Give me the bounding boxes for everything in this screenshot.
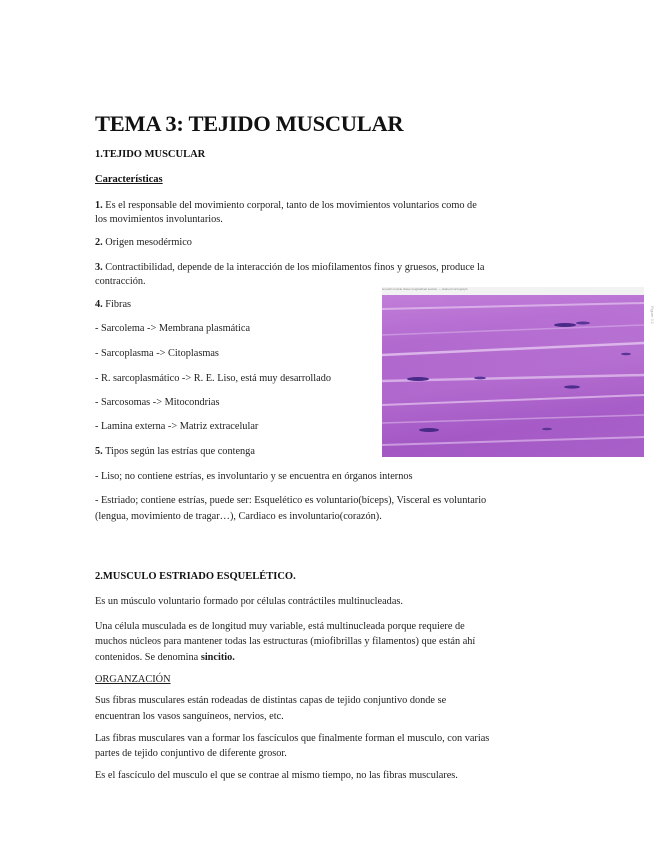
item3-number: 3. bbox=[95, 262, 103, 273]
section2-p2-line1: Una célula musculada es de longitud muy variable, está multinucleada porque requiere de bbox=[95, 621, 465, 632]
section2-p3-line1: Sus fibras musculares están rodeadas de distintas capas de tejido conjuntivo donde se bbox=[95, 695, 447, 706]
tipo-liso: - Liso; no contiene estrías, es involuntario y se encuentra en órganos internos bbox=[95, 471, 413, 482]
section2-p4-line2: partes de tejido conjuntivo de diferente grosor. bbox=[95, 748, 287, 759]
item4-number: 4. bbox=[95, 299, 103, 310]
section2-p4-line1: Las fibras musculares van a formar los fascículos que finalmente forman el musculo, con varias bbox=[95, 733, 490, 744]
section2-p1: Es un músculo voluntario formado por células contráctiles multinucleadas. bbox=[95, 596, 403, 607]
item3-text: Contractibilidad, depende de la interacción de los miofilamentos finos y gruesos, produce la bbox=[102, 262, 485, 273]
item2 bbox=[95, 236, 192, 249]
item1-line1 bbox=[95, 199, 477, 212]
caracteristicas-heading: Características bbox=[95, 174, 163, 185]
micrograph-caption: smooth muscle tissue longitudinal section — stained micrograph bbox=[382, 287, 468, 291]
item1-text: Es el responsable del movimiento corporal, tanto de los movimientos voluntarios como de bbox=[102, 200, 477, 211]
tipo-estriado-line1: - Estriado; contiene estrías, puede ser: Esquelético es voluntario(bíceps), Visceral es voluntario bbox=[95, 495, 487, 506]
item3-line2: contracción. bbox=[95, 276, 146, 287]
item2-text: Origen mesodérmico bbox=[102, 237, 192, 248]
section1-heading: 1.TEJIDO MUSCULAR bbox=[95, 149, 206, 160]
item2-number: 2. bbox=[95, 237, 103, 248]
organizacion-heading: ORGANZACIÓN bbox=[95, 674, 171, 685]
fibras-item: - Sarcosomas -> Mitocondrias bbox=[95, 397, 220, 408]
item3-line1 bbox=[95, 261, 484, 274]
item5-text: Tipos según las estrías que contenga bbox=[102, 446, 255, 457]
section2-p5: Es el fascículo del musculo el que se contrae al mismo tiempo, no las fibras musculares. bbox=[95, 770, 458, 781]
p2-line3-text: contenidos. Se denomina bbox=[95, 652, 201, 663]
item5 bbox=[95, 445, 255, 458]
fibras-item: - Lamina externa -> Matriz extracelular bbox=[95, 421, 259, 432]
item1-number: 1. bbox=[95, 200, 103, 211]
section2-p2-line2: muchos núcleos para mantener todas las estructuras (miofibrillas y filamentos) que están ahí bbox=[95, 636, 476, 647]
fibras-item: - R. sarcoplasmático -> R. E. Liso, está muy desarrollado bbox=[95, 373, 331, 384]
item1-line2: los movimientos involuntarios. bbox=[95, 214, 223, 225]
item4 bbox=[95, 298, 131, 311]
fibras-item: - Sarcoplasma -> Citoplasmas bbox=[95, 348, 219, 359]
fibras-item: - Sarcolema -> Membrana plasmática bbox=[95, 323, 251, 334]
tipo-estriado-line2: (lengua, movimiento de tragar…), Cardiaco es involuntario(corazón). bbox=[95, 511, 382, 522]
page-title: TEMA 3: TEJIDO MUSCULAR bbox=[95, 111, 404, 136]
section2-p3-line2: encuentran los vasos sanguíneos, nervios, etc. bbox=[95, 711, 284, 722]
section2-p2-line3 bbox=[95, 651, 235, 664]
side-mark: Figure 3.1 bbox=[650, 306, 655, 325]
item4-text: Fibras bbox=[102, 299, 132, 310]
sincitio-term: sincitio. bbox=[200, 652, 235, 663]
micrograph-image bbox=[382, 295, 644, 457]
section2-heading: 2.MUSCULO ESTRIADO ESQUELÉTICO. bbox=[95, 571, 296, 582]
muscle-micrograph bbox=[382, 287, 644, 457]
item5-number: 5. bbox=[95, 446, 103, 457]
